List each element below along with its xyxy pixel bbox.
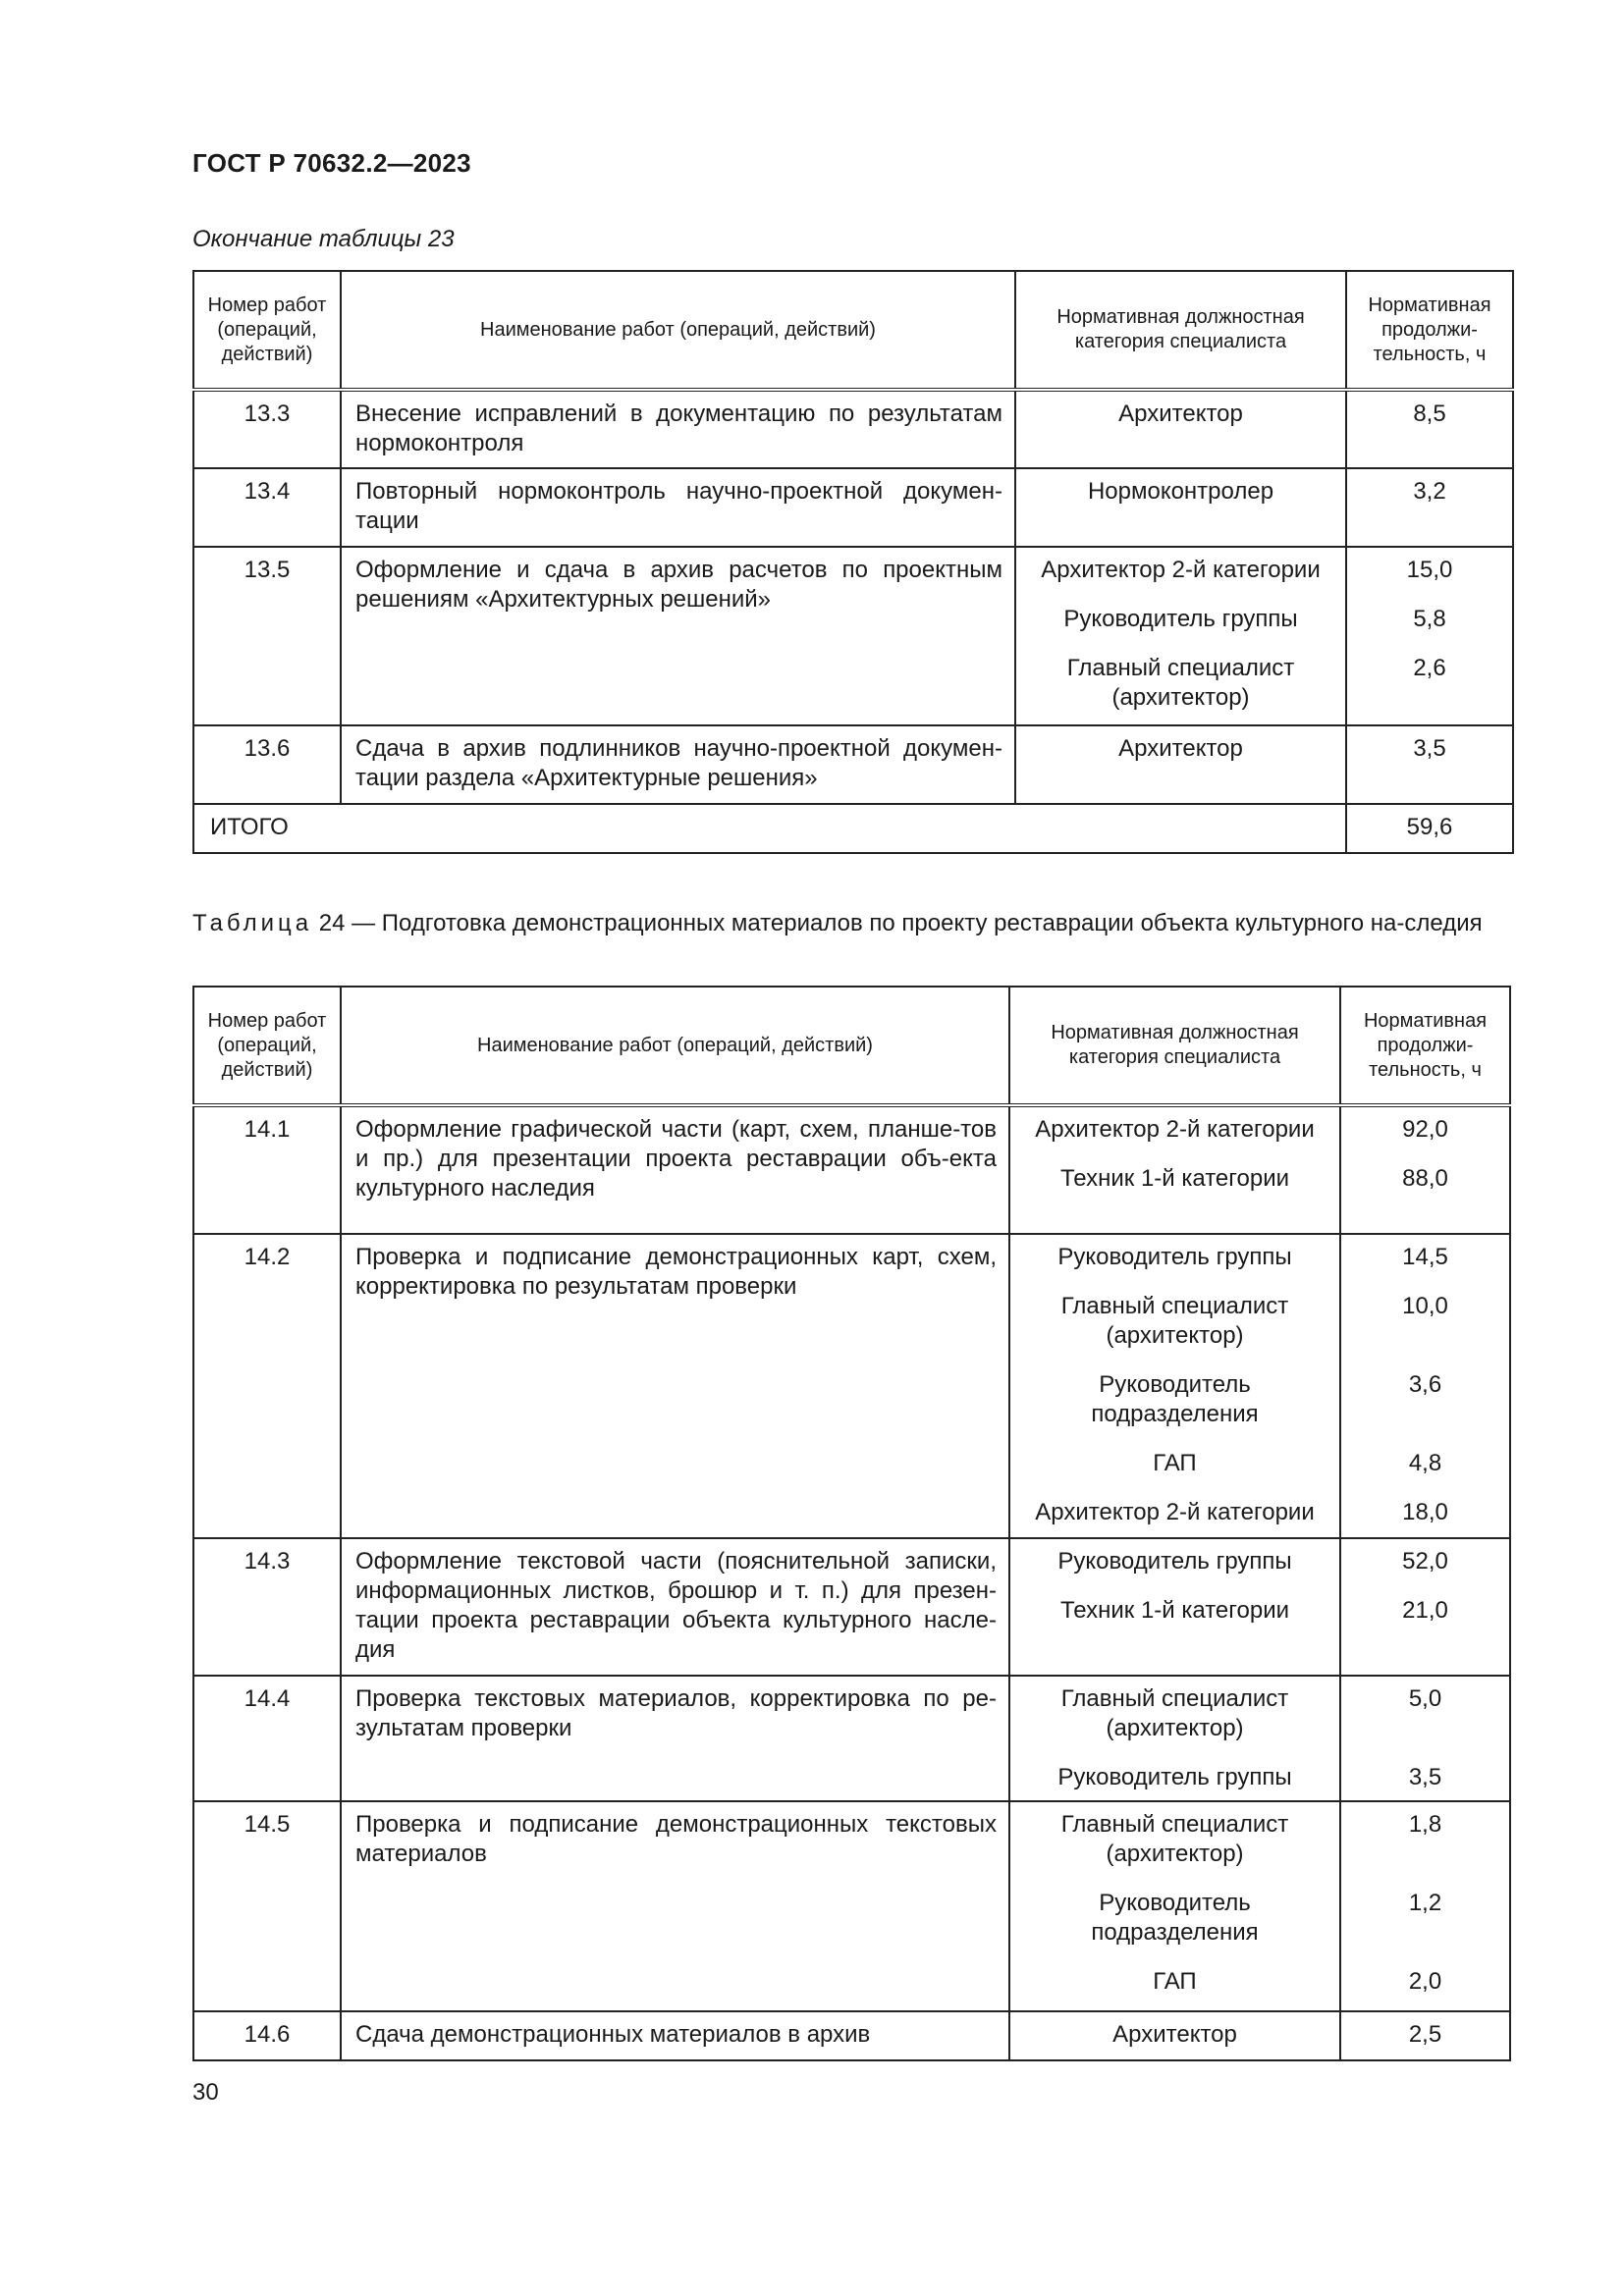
specialist-category: Архитектор 2-й категории — [1035, 1499, 1315, 1525]
row-durations — [1340, 1105, 1510, 1234]
duration-value: 2,0 — [1408, 1968, 1442, 1995]
row-categories — [1015, 725, 1346, 804]
row-durations — [1340, 2011, 1510, 2060]
specialist-category: Архитектор — [1118, 400, 1243, 427]
row-categories — [1009, 1105, 1340, 1234]
table-row — [193, 1538, 1510, 1676]
row-number: 14.4 — [193, 1676, 341, 1801]
specialist-category: Руководитель группы — [1057, 1244, 1292, 1270]
header-category: Нормативная должностная категория специалиста — [1015, 271, 1346, 390]
duration-value: 3,6 — [1408, 1371, 1442, 1398]
row-categories — [1009, 1538, 1340, 1676]
duration-value: 5,0 — [1408, 1685, 1442, 1712]
table-row — [193, 2011, 1510, 2060]
duration-value: 88,0 — [1402, 1165, 1448, 1192]
table-row — [193, 1105, 1510, 1234]
specialist-category: Архитектор — [1112, 2021, 1237, 2048]
specialist-category: Руководитель подразделения — [1091, 1890, 1259, 1946]
total-row — [193, 804, 1513, 853]
row-categories — [1015, 390, 1346, 468]
specialist-category: Руководитель группы — [1063, 606, 1298, 632]
row-categories — [1015, 547, 1346, 725]
duration-value: 8,5 — [1413, 400, 1446, 427]
duration-value: 15,0 — [1406, 557, 1453, 583]
row-categories — [1015, 468, 1346, 547]
duration-value: 3,5 — [1408, 1764, 1442, 1790]
row-number: 14.5 — [193, 1801, 341, 2011]
header-num: Номер работ (операций, действий) — [193, 271, 341, 390]
specialist-category: Руководитель группы — [1057, 1548, 1292, 1575]
header-duration: Нормативная продолжи-тельность, ч — [1346, 271, 1513, 390]
table-24 — [192, 986, 1511, 2061]
row-durations — [1346, 547, 1513, 725]
specialist-category: Техник 1-й категории — [1059, 1597, 1290, 1624]
row-work-name: Оформление и сдача в архив расчетов по проектным решениям «Архитектурных решений» — [341, 547, 1015, 725]
table-23 — [192, 270, 1514, 854]
row-number: 14.6 — [193, 2011, 341, 2060]
duration-value: 1,2 — [1408, 1890, 1442, 1916]
duration-value: 5,8 — [1413, 606, 1446, 632]
table23-caption: Окончание таблицы 23 — [192, 226, 455, 252]
header-name: Наименование работ (операций, действий) — [341, 987, 1009, 1105]
row-work-name: Оформление графической части (карт, схем, планше-тов и пр.) для презентации проекта реставрации объ-екта культурного наследия — [341, 1105, 1009, 1234]
table-row — [193, 547, 1513, 725]
total-value: 59,6 — [1346, 804, 1513, 853]
specialist-category: Архитектор 2-й категории — [1035, 1116, 1315, 1143]
row-work-name: Оформление текстовой части (пояснительной записки, информационных листков, брошюр и т. п.) для презен-тации проекта реставрации объекта культурного насле-дия — [341, 1538, 1009, 1676]
row-categories — [1009, 2011, 1340, 2060]
row-work-name: Внесение исправлений в документацию по результатам нормоконтроля — [341, 390, 1015, 468]
row-categories — [1009, 1801, 1340, 2011]
table24-caption-prefix: Таблица — [192, 910, 313, 936]
row-number: 13.6 — [193, 725, 341, 804]
row-durations — [1340, 1676, 1510, 1801]
table-row — [193, 1234, 1510, 1538]
duration-value: 1,8 — [1408, 1811, 1442, 1838]
specialist-category: ГАП — [1153, 1968, 1197, 1995]
header-name: Наименование работ (операций, действий) — [341, 271, 1015, 390]
duration-value: 3,5 — [1413, 735, 1446, 762]
table-row — [193, 725, 1513, 804]
duration-value: 10,0 — [1402, 1293, 1448, 1319]
table-row — [193, 1801, 1510, 2011]
specialist-category: Нормоконтролер — [1087, 478, 1274, 505]
row-work-name: Проверка и подписание демонстрационных текстовых материалов — [341, 1801, 1009, 2011]
duration-value: 14,5 — [1402, 1244, 1448, 1270]
row-number: 14.2 — [193, 1234, 341, 1538]
specialist-category: Руководитель подразделения — [1091, 1371, 1259, 1427]
row-categories — [1009, 1676, 1340, 1801]
specialist-category: Архитектор 2-й категории — [1041, 557, 1321, 583]
duration-value: 4,8 — [1408, 1450, 1442, 1476]
specialist-category: Главный специалист (архитектор) — [1060, 1811, 1289, 1867]
specialist-category: Главный специалист (архитектор) — [1060, 1293, 1289, 1349]
header-duration: Нормативная продолжи-тельность, ч — [1340, 987, 1510, 1105]
row-work-name: Проверка текстовых материалов, корректировка по ре-зультатам проверки — [341, 1676, 1009, 1801]
row-number: 13.5 — [193, 547, 341, 725]
table-row — [193, 1676, 1510, 1801]
specialist-category: Главный специалист (архитектор) — [1060, 1685, 1289, 1741]
row-categories — [1009, 1234, 1340, 1538]
row-durations — [1340, 1538, 1510, 1676]
specialist-category: Руководитель группы — [1057, 1764, 1292, 1790]
row-work-name: Проверка и подписание демонстрационных карт, схем, корректировка по результатам проверки — [341, 1234, 1009, 1538]
duration-value: 2,5 — [1408, 2021, 1442, 2048]
table24-caption-text: 24 — Подготовка демонстрационных материалов по проекту реставрации объекта культурного на-следия — [312, 910, 1483, 936]
table-row — [193, 390, 1513, 468]
duration-value: 52,0 — [1402, 1548, 1448, 1575]
row-number: 14.1 — [193, 1105, 341, 1234]
row-durations — [1346, 468, 1513, 547]
row-durations — [1346, 725, 1513, 804]
duration-value: 21,0 — [1402, 1597, 1448, 1624]
total-label: ИТОГО — [193, 804, 1346, 853]
duration-value: 18,0 — [1402, 1499, 1448, 1525]
row-number: 14.3 — [193, 1538, 341, 1676]
row-number: 13.3 — [193, 390, 341, 468]
table24-caption — [192, 909, 1512, 938]
header-category: Нормативная должностная категория специалиста — [1009, 987, 1340, 1105]
row-work-name: Повторный нормоконтроль научно-проектной докумен-тации — [341, 468, 1015, 547]
specialist-category: ГАП — [1153, 1450, 1197, 1476]
duration-value: 3,2 — [1413, 478, 1446, 505]
row-durations — [1346, 390, 1513, 468]
page-number: 30 — [192, 2079, 219, 2106]
document-id: ГОСТ Р 70632.2—2023 — [192, 148, 471, 178]
row-work-name: Сдача демонстрационных материалов в архив — [341, 2011, 1009, 2060]
row-work-name: Сдача в архив подлинников научно-проектной докумен-тации раздела «Архитектурные решения» — [341, 725, 1015, 804]
row-durations — [1340, 1234, 1510, 1538]
row-durations — [1340, 1801, 1510, 2011]
specialist-category: Архитектор — [1118, 735, 1243, 762]
duration-value: 92,0 — [1402, 1116, 1448, 1143]
duration-value: 2,6 — [1413, 655, 1446, 681]
specialist-category: Главный специалист (архитектор) — [1066, 655, 1295, 711]
row-number: 13.4 — [193, 468, 341, 547]
table-row — [193, 468, 1513, 547]
specialist-category: Техник 1-й категории — [1059, 1165, 1290, 1192]
header-num: Номер работ (операций, действий) — [193, 987, 341, 1105]
